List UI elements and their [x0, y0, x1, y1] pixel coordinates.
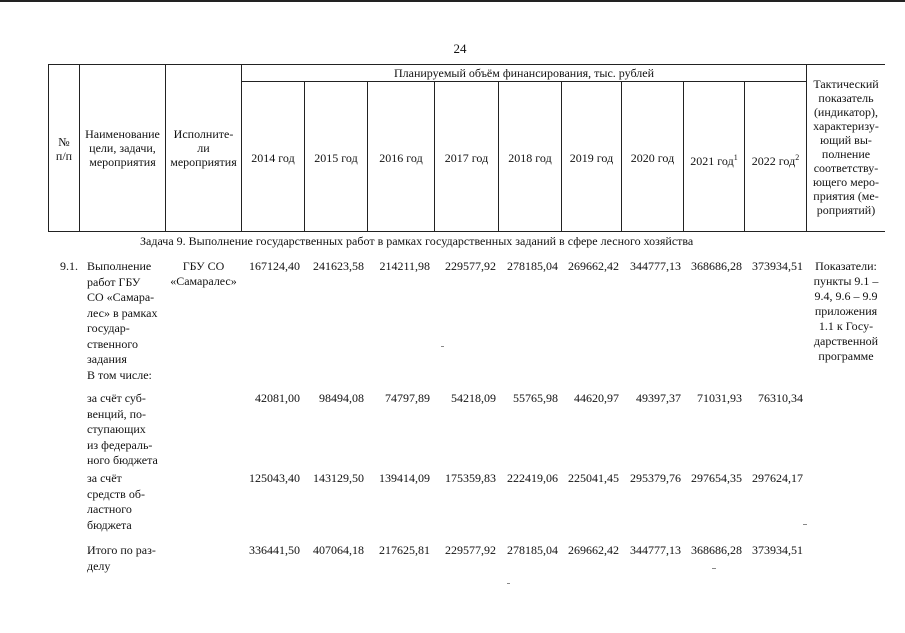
- row-value: 373934,51: [752, 543, 803, 557]
- row-value: 175359,83: [445, 471, 496, 485]
- row-value: 336441,50: [249, 543, 300, 557]
- row-name: за счёт суб- венций, по- ступающих из федераль- ного бюджета: [87, 391, 158, 467]
- row-value: 229577,92: [445, 259, 496, 273]
- col-divider: [241, 64, 242, 232]
- row-value: 54218,09: [451, 391, 496, 405]
- row-name: Выполнение работ ГБУ СО «Самара- лес» в рамках государ- ственного задания: [87, 259, 158, 366]
- row-value: 167124,40: [249, 259, 300, 273]
- header-year: 2016 год: [379, 151, 423, 165]
- footnote-marker: 1: [733, 153, 738, 162]
- task-title: Задача 9. Выполнение государственных работ в рамках государственных заданий в сфере лесного хозяйства: [140, 234, 694, 248]
- row-executor: ГБУ СО «Самаралес»: [170, 259, 237, 288]
- scan-speck: [803, 524, 807, 525]
- row-name: Итого по раз- делу: [87, 543, 156, 573]
- header-year-2022: 2022 год: [751, 154, 796, 168]
- row-value: 98494,08: [319, 391, 364, 405]
- subheading-including: В том числе:: [87, 368, 152, 382]
- row-value: 344777,13: [630, 259, 681, 273]
- header-year: [745, 151, 806, 168]
- row-value: 368686,28: [691, 543, 742, 557]
- row-value: 297654,35: [691, 471, 742, 485]
- row-value: 74797,89: [385, 391, 430, 405]
- header-funding-title: Планируемый объём финансирования, тыс. рублей: [393, 66, 654, 80]
- row-value: 407064,18: [313, 543, 364, 557]
- header-year: 2014 год: [251, 151, 295, 165]
- header-year: 2015 год: [314, 151, 358, 165]
- row-value: 49397,37: [636, 391, 681, 405]
- header-col-indicator: Тактический показатель (индикатор), характеризу- ющий вы- полнение соответству- ющего меро- приятия (ме- роприятий): [812, 77, 880, 217]
- row-value: 278185,04: [507, 543, 558, 557]
- row-value: 344777,13: [630, 543, 681, 557]
- row-value: 71031,93: [697, 391, 742, 405]
- row-value: 269662,42: [568, 259, 619, 273]
- scan-speck: [441, 346, 444, 347]
- row-value: 229577,92: [445, 543, 496, 557]
- header-col-executor: Исполните- ли мероприятия: [170, 127, 237, 169]
- footnote-marker: 2: [795, 153, 800, 162]
- header-year: 2018 год: [508, 151, 552, 165]
- row-indicator: Показатели: пункты 9.1 – 9.4, 9.6 – 9.9 приложения 1.1 к Госу- дарственной программе: [813, 259, 879, 363]
- row-value: 297624,17: [752, 471, 803, 485]
- row-value: 143129,50: [313, 471, 364, 485]
- row-value: 368686,28: [691, 259, 742, 273]
- row-value: 225041,45: [568, 471, 619, 485]
- scan-speck: [712, 568, 716, 569]
- header-col-number: № п/п: [55, 135, 73, 163]
- header-bottom-line: [48, 231, 885, 232]
- row-value: 278185,04: [507, 259, 558, 273]
- page-number: 24: [453, 41, 467, 56]
- row-value: 44620,97: [574, 391, 619, 405]
- header-year: 2017 год: [444, 151, 489, 165]
- header-year: 2019 год: [569, 151, 614, 165]
- row-value: 295379,76: [630, 471, 681, 485]
- row-value: 217625,81: [379, 543, 430, 557]
- row-value: 222419,06: [507, 471, 558, 485]
- header-year: [684, 151, 744, 168]
- row-name: за счёт средств об- ластного бюджета: [87, 471, 145, 532]
- scan-speck: [507, 583, 510, 584]
- header-year: 2020 год: [630, 151, 675, 165]
- row-value: 125043,40: [249, 471, 300, 485]
- header-year-2021: 2021 год: [690, 154, 734, 168]
- header-mid-line: [241, 81, 807, 82]
- row-value: 139414,09: [379, 471, 430, 485]
- row-value: 42081,00: [255, 391, 300, 405]
- row-value: 214211,98: [379, 259, 430, 273]
- header-top-line: [48, 64, 885, 65]
- top-border: [0, 0, 905, 2]
- header-col-name: Наименование цели, задачи, мероприятия: [85, 127, 160, 169]
- row-value: 269662,42: [568, 543, 619, 557]
- row-value: 373934,51: [752, 259, 803, 273]
- row-value: 241623,58: [313, 259, 364, 273]
- row-value: 76310,34: [758, 391, 803, 405]
- row-value: 55765,98: [513, 391, 558, 405]
- row-number: 9.1.: [60, 259, 78, 273]
